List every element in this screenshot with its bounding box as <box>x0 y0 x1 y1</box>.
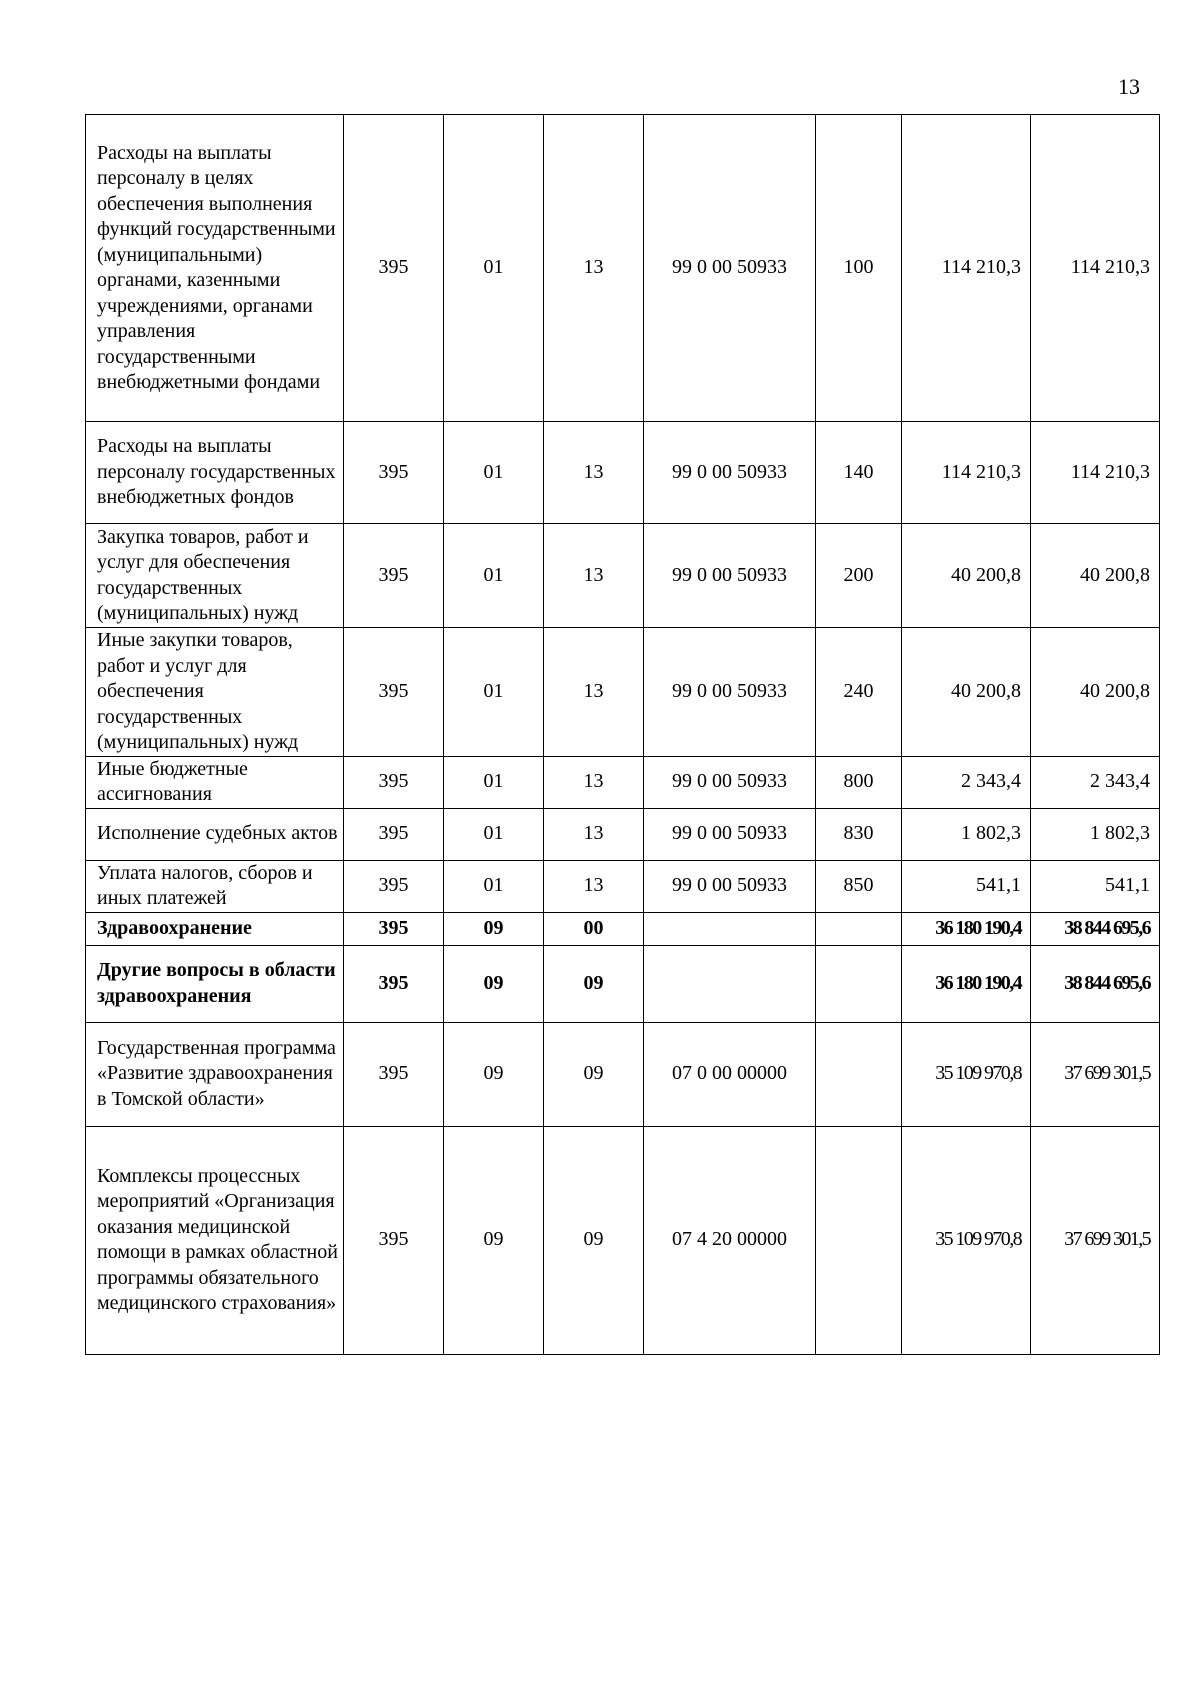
page-number: 13 <box>1118 74 1140 99</box>
row-amount-2 <box>1031 524 1160 628</box>
row-section-code: 01 <box>444 115 544 422</box>
row-ved-code: 395 <box>344 1022 444 1126</box>
row-expense-type: 200 <box>816 524 902 628</box>
row-amount-1 <box>902 808 1031 860</box>
table-row <box>86 422 1160 524</box>
row-amount-2-value: 40 200,8 <box>1080 563 1150 586</box>
row-ved-code: 395 <box>344 628 444 757</box>
row-subsection-code: 09 <box>544 1126 644 1354</box>
row-amount-1 <box>902 115 1031 422</box>
row-section-code: 01 <box>444 422 544 524</box>
row-amount-1-value: 40 200,8 <box>951 680 1021 702</box>
row-section-code: 09 <box>444 945 544 1022</box>
row-ved-code: 395 <box>344 808 444 860</box>
row-amount-2 <box>1031 912 1160 945</box>
row-expense-type <box>816 1022 902 1126</box>
table-row <box>86 115 1160 422</box>
row-subsection-code: 13 <box>544 808 644 860</box>
row-section-code: 01 <box>444 756 544 808</box>
budget-table <box>85 114 1160 1355</box>
row-amount-1-value: 36 180 190,4 <box>935 916 1021 939</box>
row-amount-2-value: 1 802,3 <box>1090 822 1150 845</box>
row-amount-2 <box>1031 808 1160 860</box>
row-amount-2-value: 38 844 695,6 <box>1064 971 1150 994</box>
row-amount-2-value: 2 343,4 <box>1090 770 1150 793</box>
row-amount-1-value: 541,1 <box>976 874 1021 897</box>
row-amount-2 <box>1031 756 1160 808</box>
row-amount-2 <box>1031 860 1160 912</box>
row-subsection-code: 13 <box>544 628 644 757</box>
row-name: Уплата налогов, сборов и иных платежей <box>86 860 344 912</box>
row-target-article <box>644 912 816 945</box>
row-amount-1 <box>902 912 1031 945</box>
row-amount-2-value: 114 210,3 <box>1070 460 1150 483</box>
row-amount-2-value: 38 844 695,6 <box>1064 916 1150 939</box>
row-amount-1 <box>902 756 1031 808</box>
row-amount-1-value: 114 210,3 <box>941 256 1021 279</box>
row-subsection-code: 09 <box>544 1022 644 1126</box>
table-row <box>86 756 1160 808</box>
row-amount-1-value: 1 802,3 <box>961 822 1021 845</box>
table-row <box>86 628 1160 757</box>
row-expense-type <box>816 945 902 1022</box>
row-amount-1-value: 35 109 970,8 <box>935 1062 1021 1085</box>
row-target-article: 99 0 00 50933 <box>644 422 816 524</box>
row-subsection-code: 13 <box>544 524 644 628</box>
row-ved-code: 395 <box>344 912 444 945</box>
row-target-article <box>644 945 816 1022</box>
row-target-article: 99 0 00 50933 <box>644 756 816 808</box>
row-subsection-code: 13 <box>544 422 644 524</box>
row-amount-1-value: 35 109 970,8 <box>935 1228 1021 1251</box>
row-target-article: 07 4 20 00000 <box>644 1126 816 1354</box>
row-section-code: 01 <box>444 808 544 860</box>
row-amount-1-value: 2 343,4 <box>961 770 1021 793</box>
row-section-code: 09 <box>444 912 544 945</box>
row-target-article: 07 0 00 00000 <box>644 1022 816 1126</box>
table-row <box>86 808 1160 860</box>
row-amount-2-value: 114 210,3 <box>1070 256 1150 279</box>
row-target-article: 99 0 00 50933 <box>644 115 816 422</box>
row-ved-code: 395 <box>344 524 444 628</box>
row-section-code: 01 <box>444 628 544 757</box>
row-target-article: 99 0 00 50933 <box>644 524 816 628</box>
row-amount-2 <box>1031 945 1160 1022</box>
row-amount-2-value: 541,1 <box>1105 874 1150 897</box>
row-subsection-code: 00 <box>544 912 644 945</box>
row-amount-1-value: 114 210,3 <box>941 460 1021 483</box>
row-target-article: 99 0 00 50933 <box>644 808 816 860</box>
row-amount-2 <box>1031 115 1160 422</box>
row-expense-type: 140 <box>816 422 902 524</box>
row-subsection-code: 13 <box>544 860 644 912</box>
row-amount-1-value: 40 200,8 <box>951 563 1021 586</box>
row-amount-1 <box>902 860 1031 912</box>
row-section-code: 09 <box>444 1022 544 1126</box>
table-body <box>86 115 1160 1355</box>
row-name: Другие вопросы в области здравоохранения <box>86 945 344 1022</box>
row-ved-code: 395 <box>344 756 444 808</box>
row-name: Государственная программа «Развитие здравоохранения в Томской области» <box>86 1022 344 1126</box>
row-section-code: 01 <box>444 524 544 628</box>
row-amount-2 <box>1031 628 1160 757</box>
row-expense-type <box>816 912 902 945</box>
table-row <box>86 1126 1160 1354</box>
row-amount-1 <box>902 422 1031 524</box>
row-section-code: 01 <box>444 860 544 912</box>
row-name: Комплексы процессных мероприятий «Организация оказания медицинской помощи в рамках областной программы обязательного медицинского страхования» <box>86 1126 344 1354</box>
row-amount-1 <box>902 1022 1031 1126</box>
row-name: Иные бюджетные ассигнования <box>86 756 344 808</box>
row-expense-type: 830 <box>816 808 902 860</box>
row-ved-code: 395 <box>344 422 444 524</box>
row-target-article: 99 0 00 50933 <box>644 860 816 912</box>
table-row <box>86 945 1160 1022</box>
row-expense-type: 800 <box>816 756 902 808</box>
row-ved-code: 395 <box>344 860 444 912</box>
row-ved-code: 395 <box>344 115 444 422</box>
table-row <box>86 524 1160 628</box>
row-expense-type: 100 <box>816 115 902 422</box>
row-name: Расходы на выплаты персоналу в целях обеспечения выполнения функций государственными (муниципальными) органами, казенными учреждениями, органами управления государственными внебюджетными фондами <box>86 115 344 422</box>
row-amount-2-value: 37 699 301,5 <box>1064 1228 1150 1251</box>
row-name: Здравоохранение <box>86 912 344 945</box>
row-expense-type: 240 <box>816 628 902 757</box>
row-amount-2 <box>1031 422 1160 524</box>
row-ved-code: 395 <box>344 1126 444 1354</box>
row-amount-2-value: 40 200,8 <box>1080 680 1150 702</box>
row-amount-1 <box>902 628 1031 757</box>
row-name: Исполнение судебных актов <box>86 808 344 860</box>
row-amount-2 <box>1031 1126 1160 1354</box>
table-row <box>86 1022 1160 1126</box>
row-subsection-code: 13 <box>544 756 644 808</box>
row-subsection-code: 09 <box>544 945 644 1022</box>
row-amount-2-value: 37 699 301,5 <box>1064 1062 1150 1085</box>
row-section-code: 09 <box>444 1126 544 1354</box>
table-row <box>86 860 1160 912</box>
row-amount-2 <box>1031 1022 1160 1126</box>
row-amount-1 <box>902 524 1031 628</box>
row-ved-code: 395 <box>344 945 444 1022</box>
row-amount-1-value: 36 180 190,4 <box>935 971 1021 994</box>
row-name: Расходы на выплаты персоналу государственных внебюджетных фондов <box>86 422 344 524</box>
row-expense-type <box>816 1126 902 1354</box>
row-expense-type: 850 <box>816 860 902 912</box>
row-name: Закупка товаров, работ и услуг для обеспечения государственных (муниципальных) нужд <box>86 524 344 628</box>
table-row <box>86 912 1160 945</box>
row-subsection-code: 13 <box>544 115 644 422</box>
row-target-article: 99 0 00 50933 <box>644 628 816 757</box>
row-amount-1 <box>902 1126 1031 1354</box>
row-name: Иные закупки товаров, работ и услуг для обеспечения государственных (муниципальных) нужд <box>86 628 344 757</box>
row-amount-1 <box>902 945 1031 1022</box>
